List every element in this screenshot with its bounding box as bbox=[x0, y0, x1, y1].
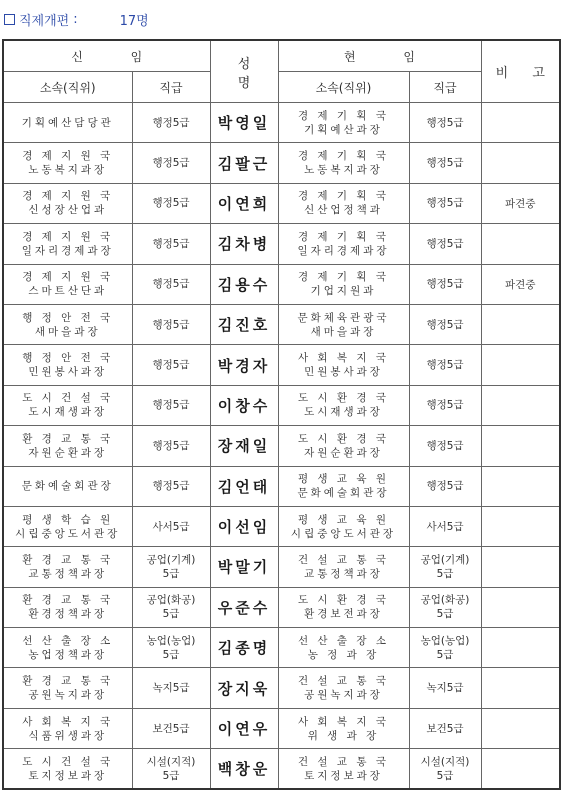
current-affiliation-cell-line: 위 생 과 장 bbox=[307, 729, 380, 742]
new-affiliation-cell-line: 문화예술회관장 bbox=[21, 480, 114, 493]
current-rank-cell bbox=[409, 304, 481, 344]
current-affiliation-cell-line: 평 생 교 육 원 bbox=[297, 513, 390, 526]
new-rank-cell bbox=[132, 628, 210, 668]
person-name-cell: 김차병 bbox=[210, 224, 278, 264]
current-affiliation-cell bbox=[278, 749, 409, 789]
current-affiliation-cell bbox=[278, 345, 409, 385]
current-rank-cell-line: 행정5급 bbox=[426, 399, 464, 412]
current-rank-cell-line: 행정5급 bbox=[426, 197, 464, 210]
note-cell: 파견중 bbox=[481, 264, 560, 304]
current-affiliation-cell-line: 교통정책과장 bbox=[304, 567, 383, 580]
new-affiliation-cell-line: 행 정 안 전 국 bbox=[22, 311, 114, 324]
current-rank-cell bbox=[409, 749, 481, 789]
new-rank-cell bbox=[132, 143, 210, 183]
new-affiliation-cell-line: 자원순환과장 bbox=[28, 446, 108, 459]
current-affiliation-cell bbox=[278, 426, 409, 466]
new-affiliation-cell-line: 일자리경제과장 bbox=[21, 244, 114, 257]
new-affiliation-cell bbox=[3, 547, 132, 587]
current-affiliation-cell-line: 경 제 기 획 국 bbox=[297, 271, 390, 284]
note-cell: 파견중 bbox=[481, 183, 560, 223]
current-rank-cell bbox=[409, 668, 481, 708]
new-affiliation-cell-line: 새마을과장 bbox=[34, 325, 101, 338]
current-affiliation-cell-line: 토지정보과장 bbox=[304, 769, 383, 782]
current-rank-cell bbox=[409, 708, 481, 748]
current-rank-cell bbox=[409, 103, 481, 143]
note-cell bbox=[481, 304, 560, 344]
current-affiliation-cell bbox=[278, 466, 409, 506]
new-affiliation-cell bbox=[3, 466, 132, 506]
new-rank-cell-line: 시설(지적) bbox=[146, 755, 196, 768]
table-row bbox=[3, 345, 560, 385]
current-rank-cell bbox=[409, 345, 481, 385]
current-rank-cell-line: 행정5급 bbox=[426, 480, 464, 493]
header-new-rank: 직급 bbox=[132, 72, 210, 103]
new-affiliation-cell-line: 스마트산단과 bbox=[28, 285, 108, 298]
header-note: 비 고 bbox=[481, 40, 560, 103]
new-affiliation-cell-line: 도 시 건 설 국 bbox=[22, 392, 114, 405]
header-name: 성 명 bbox=[210, 40, 278, 103]
current-rank-cell bbox=[409, 224, 481, 264]
current-rank-cell bbox=[409, 143, 481, 183]
current-rank-cell bbox=[409, 426, 481, 466]
current-affiliation-cell-line: 문화예술회관장 bbox=[297, 487, 390, 500]
note-cell bbox=[481, 426, 560, 466]
new-affiliation-cell-line: 환 경 교 통 국 bbox=[22, 594, 114, 607]
note-cell bbox=[481, 506, 560, 546]
new-affiliation-cell bbox=[3, 304, 132, 344]
table-row bbox=[3, 628, 560, 668]
new-rank-cell bbox=[132, 183, 210, 223]
new-affiliation-cell-line: 경 제 지 원 국 bbox=[22, 150, 114, 163]
note-cell bbox=[481, 224, 560, 264]
current-affiliation-cell-line: 도 시 환 경 국 bbox=[297, 392, 390, 405]
header-new-affiliation: 소속(직위) bbox=[3, 72, 132, 103]
note-cell bbox=[481, 587, 560, 627]
current-rank-cell-line: 행정5급 bbox=[426, 157, 464, 170]
new-affiliation-cell-line: 환경정책과장 bbox=[28, 608, 108, 621]
new-rank-cell-line: 행정5급 bbox=[152, 439, 190, 452]
note-cell bbox=[481, 345, 560, 385]
note-cell bbox=[481, 103, 560, 143]
current-rank-cell-line: 사서5급 bbox=[426, 520, 464, 533]
current-rank-cell bbox=[409, 587, 481, 627]
new-affiliation-cell-line: 교통정책과장 bbox=[28, 567, 108, 580]
new-affiliation-cell-line: 선 산 출 장 소 bbox=[22, 634, 114, 647]
current-rank-cell-line: 녹지5급 bbox=[426, 682, 464, 695]
new-rank-cell bbox=[132, 749, 210, 789]
table-row bbox=[3, 668, 560, 708]
new-affiliation-cell-line: 토지정보과장 bbox=[28, 769, 108, 782]
current-affiliation-cell bbox=[278, 224, 409, 264]
current-rank-cell-line: 행정5급 bbox=[426, 439, 464, 452]
current-affiliation-cell bbox=[278, 628, 409, 668]
table-row bbox=[3, 385, 560, 425]
new-rank-cell bbox=[132, 547, 210, 587]
table-body bbox=[3, 103, 560, 790]
current-affiliation-cell-line: 경 제 기 획 국 bbox=[297, 150, 390, 163]
current-rank-cell bbox=[409, 506, 481, 546]
section-label: 직제개편 bbox=[19, 13, 70, 29]
current-affiliation-cell-line: 건 설 교 통 국 bbox=[297, 675, 390, 688]
new-rank-cell-line: 5급 bbox=[162, 567, 180, 580]
person-name-cell: 장지욱 bbox=[210, 668, 278, 708]
new-rank-cell-line: 농업(농업) bbox=[146, 634, 196, 647]
new-affiliation-cell-line: 식품위생과장 bbox=[28, 729, 108, 742]
person-name-cell: 이연우 bbox=[210, 708, 278, 748]
table-row bbox=[3, 103, 560, 143]
new-affiliation-cell-line: 환 경 교 통 국 bbox=[22, 553, 114, 566]
current-affiliation-cell-line: 사 회 복 지 국 bbox=[297, 352, 390, 365]
person-name-cell: 김용수 bbox=[210, 264, 278, 304]
new-affiliation-cell bbox=[3, 668, 132, 708]
person-name-cell: 이선임 bbox=[210, 506, 278, 546]
new-rank-cell-line: 행정5급 bbox=[152, 480, 190, 493]
new-affiliation-cell bbox=[3, 103, 132, 143]
current-rank-cell-line: 농업(농업) bbox=[420, 634, 470, 647]
current-rank-cell-line: 행정5급 bbox=[426, 116, 464, 129]
new-affiliation-cell-line: 환 경 교 통 국 bbox=[22, 675, 114, 688]
current-rank-cell bbox=[409, 628, 481, 668]
new-affiliation-cell-line: 민원봉사과장 bbox=[28, 366, 108, 379]
current-affiliation-cell-line: 도 시 환 경 국 bbox=[297, 594, 390, 607]
current-rank-cell-line: 행정5급 bbox=[426, 278, 464, 291]
current-affiliation-cell-line: 신산업정책과 bbox=[304, 204, 383, 217]
note-cell bbox=[481, 143, 560, 183]
new-rank-cell-line: 사서5급 bbox=[152, 520, 190, 533]
current-rank-cell bbox=[409, 466, 481, 506]
current-affiliation-cell-line: 경 제 기 획 국 bbox=[297, 230, 390, 243]
current-affiliation-cell-line: 공원녹지과장 bbox=[304, 689, 383, 702]
current-affiliation-cell-line: 도 시 환 경 국 bbox=[297, 432, 390, 445]
current-rank-cell-line: 행정5급 bbox=[426, 318, 464, 331]
new-rank-cell bbox=[132, 587, 210, 627]
new-affiliation-cell-line: 신성장산업과 bbox=[28, 204, 108, 217]
new-rank-cell-line: 행정5급 bbox=[152, 116, 190, 129]
new-rank-cell bbox=[132, 304, 210, 344]
table-row bbox=[3, 264, 560, 304]
current-affiliation-cell-line: 농 정 과 장 bbox=[307, 648, 380, 661]
new-affiliation-cell bbox=[3, 345, 132, 385]
new-rank-cell bbox=[132, 466, 210, 506]
new-affiliation-cell-line: 도시재생과장 bbox=[28, 406, 108, 419]
new-rank-cell bbox=[132, 264, 210, 304]
new-affiliation-cell bbox=[3, 708, 132, 748]
new-affiliation-cell bbox=[3, 506, 132, 546]
current-rank-cell-line: 5급 bbox=[436, 648, 454, 661]
current-affiliation-cell-line: 건 설 교 통 국 bbox=[297, 553, 390, 566]
current-rank-cell-line: 공업(화공) bbox=[420, 594, 470, 607]
current-affiliation-cell-line: 선 산 출 장 소 bbox=[297, 634, 390, 647]
new-rank-cell bbox=[132, 426, 210, 466]
new-rank-cell bbox=[132, 385, 210, 425]
new-affiliation-cell bbox=[3, 385, 132, 425]
new-affiliation-cell-line: 시립중앙도서관장 bbox=[15, 527, 121, 540]
table-row bbox=[3, 466, 560, 506]
new-affiliation-cell-line: 도 시 건 설 국 bbox=[22, 755, 114, 768]
new-affiliation-cell bbox=[3, 749, 132, 789]
new-affiliation-cell bbox=[3, 183, 132, 223]
current-rank-cell-line: 보건5급 bbox=[426, 722, 464, 735]
new-affiliation-cell-line: 경 제 지 원 국 bbox=[22, 271, 114, 284]
current-affiliation-cell-line: 새마을과장 bbox=[310, 325, 377, 338]
current-affiliation-cell-line: 자원순환과장 bbox=[304, 446, 383, 459]
person-name-cell: 김언태 bbox=[210, 466, 278, 506]
person-name-cell: 김진호 bbox=[210, 304, 278, 344]
new-rank-cell bbox=[132, 345, 210, 385]
new-rank-cell-line: 녹지5급 bbox=[152, 682, 190, 695]
note-cell bbox=[481, 547, 560, 587]
new-rank-cell-line: 행정5급 bbox=[152, 399, 190, 412]
new-affiliation-cell bbox=[3, 143, 132, 183]
current-affiliation-cell bbox=[278, 183, 409, 223]
current-affiliation-cell-line: 환경보전과장 bbox=[304, 608, 383, 621]
header-current-assignment: 현 임 bbox=[278, 40, 481, 72]
current-affiliation-cell-line: 평 생 교 육 원 bbox=[297, 473, 390, 486]
new-rank-cell-line: 행정5급 bbox=[152, 237, 190, 250]
new-affiliation-cell bbox=[3, 264, 132, 304]
new-affiliation-cell bbox=[3, 426, 132, 466]
current-rank-cell-line: 행정5급 bbox=[426, 237, 464, 250]
current-rank-cell-line: 시설(지적) bbox=[420, 755, 470, 768]
current-rank-cell bbox=[409, 264, 481, 304]
new-affiliation-cell-line: 기획예산담당관 bbox=[21, 116, 114, 129]
current-affiliation-cell bbox=[278, 264, 409, 304]
new-affiliation-cell-line: 사 회 복 지 국 bbox=[22, 715, 114, 728]
table-row bbox=[3, 587, 560, 627]
note-cell bbox=[481, 668, 560, 708]
current-affiliation-cell-line: 민원봉사과장 bbox=[304, 366, 383, 379]
new-rank-cell-line: 행정5급 bbox=[152, 318, 190, 331]
new-rank-cell-line: 5급 bbox=[162, 608, 180, 621]
new-affiliation-cell-line: 환 경 교 통 국 bbox=[22, 432, 114, 445]
table-row bbox=[3, 304, 560, 344]
section-colon: : bbox=[73, 11, 78, 27]
new-rank-cell-line: 행정5급 bbox=[152, 197, 190, 210]
personnel-table bbox=[2, 39, 561, 790]
current-affiliation-cell bbox=[278, 103, 409, 143]
new-rank-cell-line: 5급 bbox=[162, 769, 180, 782]
note-cell bbox=[481, 385, 560, 425]
table-row bbox=[3, 426, 560, 466]
new-affiliation-cell-line: 공원녹지과장 bbox=[28, 689, 108, 702]
current-rank-cell bbox=[409, 183, 481, 223]
new-rank-cell bbox=[132, 708, 210, 748]
new-rank-cell-line: 행정5급 bbox=[152, 359, 190, 372]
new-rank-cell-line: 보건5급 bbox=[152, 722, 190, 735]
new-affiliation-cell-line: 농업정책과장 bbox=[28, 648, 108, 661]
header-current-rank: 직급 bbox=[409, 72, 481, 103]
new-rank-cell-line: 공업(화공) bbox=[146, 594, 196, 607]
person-name-cell: 우준수 bbox=[210, 587, 278, 627]
new-affiliation-cell-line: 경 제 지 원 국 bbox=[22, 230, 114, 243]
new-rank-cell-line: 행정5급 bbox=[152, 157, 190, 170]
new-affiliation-cell-line: 평 생 학 습 원 bbox=[22, 513, 114, 526]
table-row bbox=[3, 749, 560, 789]
person-name-cell: 김종명 bbox=[210, 628, 278, 668]
person-name-cell: 박경자 bbox=[210, 345, 278, 385]
note-cell bbox=[481, 466, 560, 506]
current-affiliation-cell bbox=[278, 547, 409, 587]
header-new-assignment: 신 임 bbox=[3, 40, 210, 72]
new-rank-cell bbox=[132, 103, 210, 143]
current-affiliation-cell-line: 사 회 복 지 국 bbox=[297, 715, 390, 728]
new-affiliation-cell-line: 행 정 안 전 국 bbox=[22, 352, 114, 365]
person-name-cell: 이연희 bbox=[210, 183, 278, 223]
current-affiliation-cell bbox=[278, 385, 409, 425]
note-cell bbox=[481, 708, 560, 748]
table-row bbox=[3, 183, 560, 223]
new-rank-cell-line: 행정5급 bbox=[152, 278, 190, 291]
current-rank-cell-line: 5급 bbox=[436, 769, 454, 782]
checkbox-square-icon bbox=[4, 14, 15, 25]
new-rank-cell-line: 공업(기계) bbox=[146, 553, 196, 566]
current-rank-cell bbox=[409, 385, 481, 425]
current-rank-cell bbox=[409, 547, 481, 587]
current-affiliation-cell-line: 노동복지과장 bbox=[304, 164, 383, 177]
current-affiliation-cell bbox=[278, 708, 409, 748]
table-row bbox=[3, 224, 560, 264]
new-rank-cell bbox=[132, 668, 210, 708]
note-cell bbox=[481, 628, 560, 668]
current-affiliation-cell-line: 기업지원과 bbox=[310, 285, 377, 298]
note-cell bbox=[481, 749, 560, 789]
new-affiliation-cell bbox=[3, 587, 132, 627]
person-name-cell: 이창수 bbox=[210, 385, 278, 425]
new-rank-cell bbox=[132, 224, 210, 264]
current-affiliation-cell-line: 시립중앙도서관장 bbox=[290, 527, 397, 540]
current-rank-cell-line: 행정5급 bbox=[426, 359, 464, 372]
new-affiliation-cell bbox=[3, 224, 132, 264]
current-affiliation-cell bbox=[278, 668, 409, 708]
current-rank-cell-line: 공업(기계) bbox=[420, 553, 470, 566]
current-affiliation-cell bbox=[278, 506, 409, 546]
current-affiliation-cell-line: 경 제 기 획 국 bbox=[297, 109, 390, 122]
table-row bbox=[3, 143, 560, 183]
person-name-cell: 박영일 bbox=[210, 103, 278, 143]
section-title bbox=[4, 8, 149, 30]
new-affiliation-cell-line: 노동복지과장 bbox=[28, 164, 108, 177]
new-rank-cell-line: 5급 bbox=[162, 648, 180, 661]
table-row bbox=[3, 708, 560, 748]
current-affiliation-cell-line: 건 설 교 통 국 bbox=[297, 755, 390, 768]
new-affiliation-cell-line: 경 제 지 원 국 bbox=[22, 190, 114, 203]
person-name-cell: 박말기 bbox=[210, 547, 278, 587]
current-affiliation-cell-line: 도시재생과장 bbox=[304, 406, 383, 419]
current-rank-cell-line: 5급 bbox=[436, 608, 454, 621]
person-name-cell: 김팔근 bbox=[210, 143, 278, 183]
current-affiliation-cell-line: 문화체육관광국 bbox=[297, 311, 390, 324]
current-affiliation-cell bbox=[278, 143, 409, 183]
new-affiliation-cell bbox=[3, 628, 132, 668]
table-row bbox=[3, 547, 560, 587]
current-affiliation-cell-line: 경 제 기 획 국 bbox=[297, 190, 390, 203]
table-row bbox=[3, 506, 560, 546]
new-rank-cell bbox=[132, 506, 210, 546]
person-name-cell: 백창운 bbox=[210, 749, 278, 789]
person-name-cell: 장재일 bbox=[210, 426, 278, 466]
current-rank-cell-line: 5급 bbox=[436, 567, 454, 580]
current-affiliation-cell bbox=[278, 587, 409, 627]
section-count: 17명 bbox=[119, 13, 149, 29]
header-current-affiliation: 소속(직위) bbox=[278, 72, 409, 103]
current-affiliation-cell-line: 일자리경제과장 bbox=[297, 244, 390, 257]
current-affiliation-cell bbox=[278, 304, 409, 344]
current-affiliation-cell-line: 기획예산과장 bbox=[304, 123, 383, 136]
